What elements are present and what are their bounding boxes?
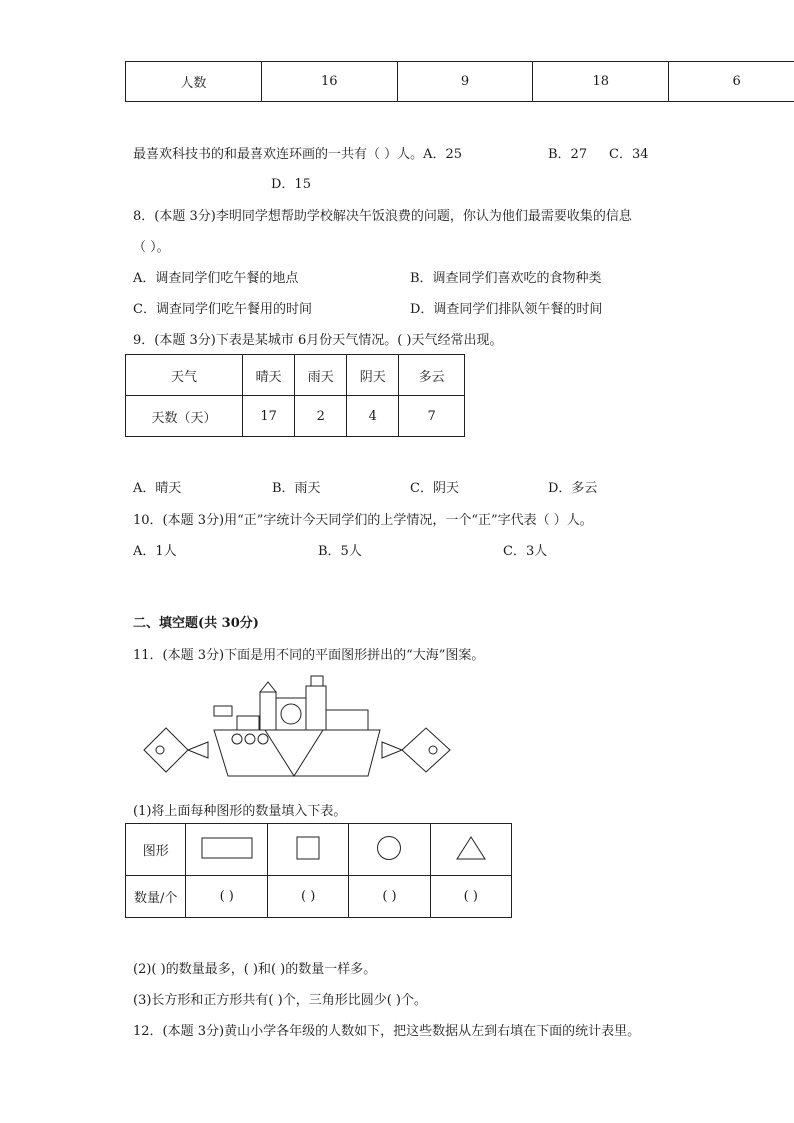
boat-icon <box>214 676 380 776</box>
answer-blank[interactable]: ( ) <box>349 876 430 918</box>
table-cell-label: 人数 <box>126 62 262 102</box>
sea-pattern-figure <box>140 672 460 782</box>
q7-stem: 最喜欢科技书的和最喜欢连环画的一共有（ ）人。A．25 <box>133 147 463 162</box>
answer-blank[interactable]: ( ) <box>186 876 268 918</box>
q10-option-a: A．1人 <box>133 544 177 559</box>
rectangle-icon <box>201 836 253 860</box>
table-cell: 7 <box>399 396 465 437</box>
q10-option-b: B．5人 <box>318 544 362 559</box>
triangle-icon <box>455 835 487 861</box>
q9-option-c: C．阴天 <box>410 481 459 496</box>
shape-count-table <box>125 823 512 918</box>
q8-option-b: B．调查同学们喜欢吃的食物种类 <box>410 271 602 286</box>
q8-option-c: C．调查同学们吃午餐用的时间 <box>133 302 312 317</box>
q8-stem: 8．(本题 3分)李明同学想帮助学校解决午饭浪费的问题，你认为他们最需要收集的信息 <box>133 209 632 224</box>
q11-stem: 11．(本题 3分)下面是用不同的平面图形拼出的“大海”图案。 <box>133 648 485 663</box>
q12-stem: 12．(本题 3分)黄山小学各年级的人数如下，把这些数据从左到右填在下面的统计表里。 <box>133 1024 641 1039</box>
q9-option-b: B．雨天 <box>272 481 321 496</box>
table-row <box>126 355 465 396</box>
table-row <box>126 396 465 437</box>
q8-option-a: A．调查同学们吃午餐的地点 <box>133 271 299 286</box>
table-cell-label: 天气 <box>126 355 243 396</box>
q11-sub2: (2)( )的数量最多，( )和( )的数量一样多。 <box>133 962 377 977</box>
section-title: 二、填空题(共 30分) <box>133 616 259 631</box>
table-cell: 17 <box>243 396 295 437</box>
table-row <box>126 876 512 918</box>
q7-option-b: B．27 <box>548 147 588 162</box>
answer-blank[interactable]: ( ) <box>268 876 349 918</box>
left-fish-icon <box>144 728 208 772</box>
table-row <box>126 62 794 102</box>
table-cell: 2 <box>295 396 347 437</box>
square-icon <box>295 835 321 861</box>
q11-sub1: (1)将上面每种图形的数量填入下表。 <box>133 804 347 819</box>
table-cell-label: 数量/个 <box>126 876 186 918</box>
top-data-table <box>125 61 794 102</box>
table-cell: 18 <box>533 62 669 102</box>
answer-blank[interactable]: ( ) <box>430 876 511 918</box>
q7-option-d: D．15 <box>271 177 311 192</box>
table-cell: 多云 <box>399 355 465 396</box>
table-cell: 雨天 <box>295 355 347 396</box>
q9-option-d: D．多云 <box>548 481 598 496</box>
q10-stem: 10．(本题 3分)用“正”字统计今天同学们的上学情况，一个“正”字代表（ ）人。 <box>133 513 593 528</box>
table-cell-label: 天数（天） <box>126 396 243 437</box>
right-fish-icon <box>382 728 450 772</box>
circle-cell <box>349 824 430 876</box>
table-cell: 阴天 <box>347 355 399 396</box>
table-cell: 16 <box>261 62 397 102</box>
q9-stem: 9．(本题 3分)下表是某城市 6月份天气情况。( )天气经常出现。 <box>133 333 503 348</box>
q9-option-a: A．晴天 <box>133 481 182 496</box>
triangle-cell <box>430 824 511 876</box>
circle-icon <box>375 834 403 862</box>
table-cell-label: 图形 <box>126 824 186 876</box>
weather-table <box>125 354 465 437</box>
table-cell: 9 <box>397 62 533 102</box>
q11-sub3: (3)长方形和正方形共有( )个，三角形比圆少( )个。 <box>133 993 427 1008</box>
table-row <box>126 824 512 876</box>
rectangle-cell <box>186 824 268 876</box>
square-cell <box>268 824 349 876</box>
q8-option-d: D．调查同学们排队领午餐的时间 <box>410 302 603 317</box>
q8-stem-cont: （ ）。 <box>133 240 170 255</box>
table-cell: 4 <box>347 396 399 437</box>
table-cell: 晴天 <box>243 355 295 396</box>
table-cell: 6 <box>669 62 794 102</box>
q7-option-c: C．34 <box>609 147 649 162</box>
q10-option-c: C．3人 <box>503 544 548 559</box>
